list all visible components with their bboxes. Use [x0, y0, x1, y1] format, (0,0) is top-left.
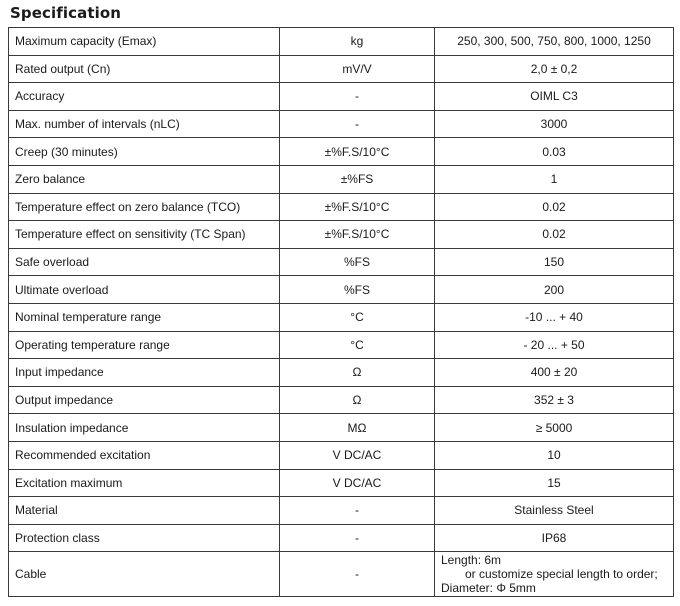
parameter-cell: Temperature effect on sensitivity (TC Span) [9, 221, 280, 249]
table-row [9, 276, 674, 304]
table-row [9, 524, 674, 552]
unit-cell: MΩ [280, 414, 435, 442]
table-row [9, 165, 674, 193]
page-title: Specification [10, 4, 122, 22]
unit-cell: - [280, 497, 435, 525]
unit-cell: kg [280, 28, 435, 56]
parameter-cell: Safe overload [9, 248, 280, 276]
cable-value-cell [435, 552, 674, 597]
parameter-cell: Temperature effect on zero balance (TCO) [9, 193, 280, 221]
parameter-cell: Accuracy [9, 83, 280, 111]
table-row [9, 28, 674, 56]
value-cell: IP68 [435, 524, 674, 552]
parameter-cell: Operating temperature range [9, 331, 280, 359]
parameter-cell: Protection class [9, 524, 280, 552]
value-cell: -10 ... + 40 [435, 303, 674, 331]
unit-cell: mV/V [280, 55, 435, 83]
parameter-cell: Creep (30 minutes) [9, 138, 280, 166]
parameter-cell: Zero balance [9, 165, 280, 193]
table-row [9, 110, 674, 138]
table-row [9, 386, 674, 414]
cable-length-line: Length: 6m [441, 553, 502, 568]
value-cell: 1 [435, 165, 674, 193]
value-cell: 0.03 [435, 138, 674, 166]
unit-cell: V DC/AC [280, 469, 435, 497]
parameter-cell: Rated output (Cn) [9, 55, 280, 83]
value-cell: 15 [435, 469, 674, 497]
parameter-cell: Insulation impedance [9, 414, 280, 442]
unit-cell: ±%F.S/10°C [280, 193, 435, 221]
unit-cell: %FS [280, 276, 435, 304]
value-cell: 400 ± 20 [435, 359, 674, 387]
parameter-cell: Excitation maximum [9, 469, 280, 497]
value-cell: - 20 ... + 50 [435, 331, 674, 359]
table-row [9, 441, 674, 469]
value-cell: 250, 300, 500, 750, 800, 1000, 1250 [435, 28, 674, 56]
unit-cell: - [280, 83, 435, 111]
table-row [9, 193, 674, 221]
unit-cell: ±%F.S/10°C [280, 221, 435, 249]
parameter-cell: Nominal temperature range [9, 303, 280, 331]
specification-table-body [9, 28, 674, 597]
unit-cell: Ω [280, 386, 435, 414]
value-cell: 2,0 ± 0,2 [435, 55, 674, 83]
table-row [9, 221, 674, 249]
specification-table [8, 27, 674, 597]
unit-cell: V DC/AC [280, 441, 435, 469]
parameter-cell: Recommended excitation [9, 441, 280, 469]
value-cell: ≥ 5000 [435, 414, 674, 442]
unit-cell: - [280, 552, 435, 597]
table-row [9, 359, 674, 387]
unit-cell: °C [280, 303, 435, 331]
parameter-cell: Cable [9, 552, 280, 597]
value-cell: 150 [435, 248, 674, 276]
table-row [9, 248, 674, 276]
unit-cell: ±%FS [280, 165, 435, 193]
unit-cell: °C [280, 331, 435, 359]
value-cell: 0.02 [435, 193, 674, 221]
parameter-cell: Input impedance [9, 359, 280, 387]
unit-cell: - [280, 110, 435, 138]
table-row [9, 55, 674, 83]
value-cell: Stainless Steel [435, 497, 674, 525]
parameter-cell: Max. number of intervals (nLC) [9, 110, 280, 138]
unit-cell: ±%F.S/10°C [280, 138, 435, 166]
table-row [9, 331, 674, 359]
unit-cell: - [280, 524, 435, 552]
table-row [9, 83, 674, 111]
parameter-cell: Maximum capacity (Emax) [9, 28, 280, 56]
cable-customize-line: or customize special length to order; [465, 567, 658, 582]
value-cell: 3000 [435, 110, 674, 138]
parameter-cell: Output impedance [9, 386, 280, 414]
parameter-cell: Material [9, 497, 280, 525]
table-row [9, 303, 674, 331]
table-row [9, 414, 674, 442]
value-cell: 0.02 [435, 221, 674, 249]
table-row-cable [9, 552, 674, 597]
value-cell: OIML C3 [435, 83, 674, 111]
value-cell: 10 [435, 441, 674, 469]
value-cell: 352 ± 3 [435, 386, 674, 414]
table-row [9, 469, 674, 497]
table-row [9, 138, 674, 166]
unit-cell: Ω [280, 359, 435, 387]
value-cell: 200 [435, 276, 674, 304]
table-row [9, 497, 674, 525]
cable-diameter-line: Diameter: Φ 5mm [441, 581, 536, 596]
unit-cell: %FS [280, 248, 435, 276]
parameter-cell: Ultimate overload [9, 276, 280, 304]
